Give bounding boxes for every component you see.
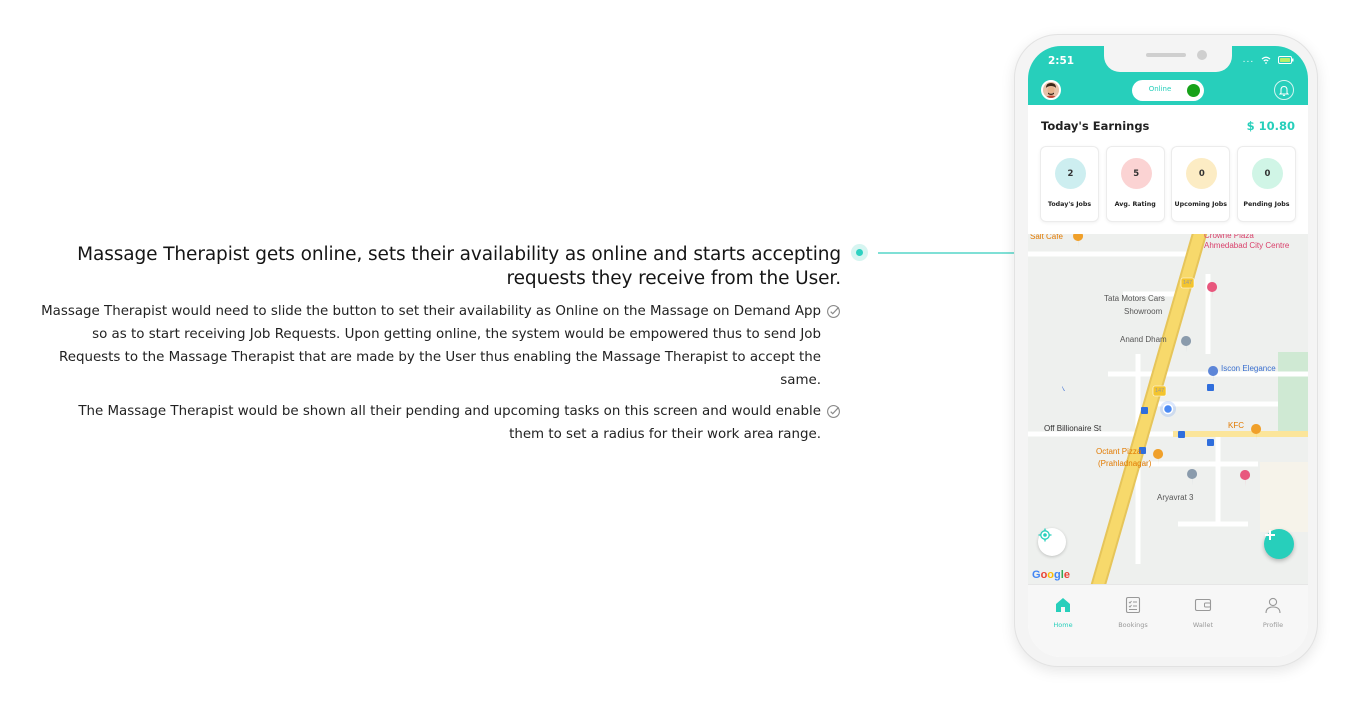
tab-label: Home <box>1053 621 1073 629</box>
map-label: Anand Dham <box>1120 335 1167 344</box>
map-label: Showroom <box>1124 307 1163 316</box>
home-icon <box>1054 596 1072 614</box>
map-label: Tata Motors Cars <box>1104 294 1165 303</box>
map-label: KFC <box>1228 421 1244 430</box>
phone-camera <box>1197 50 1207 60</box>
feature-headline: Massage Therapist gets online, sets their availability as online and starts accepting requests they receive from the User. <box>77 244 841 289</box>
google-logo: Google <box>1032 569 1070 581</box>
stat-card-avg-rating[interactable] <box>1106 146 1165 222</box>
connector-dot <box>851 244 868 261</box>
tab-home[interactable] <box>1028 585 1098 657</box>
map-label: Ahmedabad City Centre <box>1204 241 1290 250</box>
phone-notch <box>1104 46 1232 72</box>
stat-label: Avg. Rating <box>1114 201 1156 208</box>
tab-label: Wallet <box>1192 621 1214 629</box>
phone-mockup <box>1014 34 1318 667</box>
stat-label: Upcoming Jobs <box>1174 201 1228 208</box>
map-label: Off Billionaire St <box>1044 424 1102 433</box>
map-label: Salt Cafe <box>1030 234 1063 241</box>
check-circle-icon <box>826 304 841 319</box>
battery-icon <box>1278 56 1294 64</box>
route-label: 147 <box>1183 280 1193 286</box>
route-label: 147 <box>1155 388 1165 394</box>
stat-value: 5 <box>1121 158 1152 189</box>
feature-paragraph-1-text: Massage Therapist would need to slide the button to set their availability as Online on the Massage on Demand App so as to start receiving Job Requests. Upon getting online, the system would be empowered thus to send Job Requests to the Massage Therapist that are made by the User thus enabling the Massage Therapist to accept the same. <box>41 304 821 388</box>
tab-label: Profile <box>1262 621 1284 629</box>
stat-card-pending-jobs[interactable] <box>1237 146 1296 222</box>
phone-speaker <box>1146 53 1186 57</box>
feature-paragraph-2-text: The Massage Therapist would be shown all their pending and upcoming tasks on this screen and would enable them to set a radius for their work area range. <box>78 404 821 442</box>
app-header <box>1028 46 1308 105</box>
check-circle-icon <box>826 404 841 419</box>
earnings-title: Today's Earnings <box>1041 119 1150 133</box>
tab-bookings[interactable] <box>1098 585 1168 657</box>
feature-paragraph-2 <box>40 400 841 446</box>
stat-card-todays-jobs[interactable] <box>1040 146 1099 222</box>
status-indicators <box>1243 55 1294 65</box>
tab-label: Bookings <box>1118 621 1148 629</box>
stat-label: Pending Jobs <box>1243 201 1290 208</box>
map-label: Octant Pizza <box>1096 447 1142 456</box>
feature-description <box>40 243 841 446</box>
status-dots: ... <box>1242 55 1255 65</box>
phone-screen <box>1028 46 1308 657</box>
stat-value: 2 <box>1055 158 1086 189</box>
bottom-tab-bar <box>1028 584 1308 657</box>
notification-button[interactable] <box>1274 80 1294 100</box>
plus-icon <box>1264 529 1276 541</box>
availability-toggle-label: Online <box>1148 85 1172 93</box>
map-label: Crowne Plaza <box>1204 234 1254 240</box>
status-time: 2:51 <box>1048 55 1075 67</box>
earnings-amount: $ 10.80 <box>1246 119 1295 133</box>
job-stats <box>1040 146 1296 222</box>
profile-icon <box>1264 596 1282 614</box>
stat-card-upcoming-jobs[interactable] <box>1171 146 1230 222</box>
stat-value: 0 <box>1252 158 1283 189</box>
map-view[interactable] <box>1028 234 1308 584</box>
wifi-icon <box>1261 56 1271 64</box>
bookings-icon <box>1124 596 1142 614</box>
my-location-button[interactable] <box>1038 528 1066 556</box>
stat-label: Today's Jobs <box>1047 201 1092 208</box>
map-label: (Prahladnagar) <box>1098 459 1152 468</box>
availability-toggle-knob[interactable] <box>1187 84 1200 97</box>
availability-toggle[interactable] <box>1132 80 1204 101</box>
avatar[interactable] <box>1041 80 1061 100</box>
crosshair-icon <box>1038 528 1052 542</box>
wallet-icon <box>1194 596 1212 614</box>
bell-icon <box>1279 85 1289 96</box>
tab-profile[interactable] <box>1238 585 1308 657</box>
feature-paragraph-1 <box>40 300 841 392</box>
map-label: Iscon Elegance <box>1221 364 1276 373</box>
map-label: Aryavrat 3 <box>1157 493 1194 502</box>
add-button[interactable] <box>1264 529 1294 559</box>
connector-line <box>878 252 1020 254</box>
stat-value: 0 <box>1186 158 1217 189</box>
tab-wallet[interactable] <box>1168 585 1238 657</box>
avatar-person-icon <box>1043 82 1059 98</box>
